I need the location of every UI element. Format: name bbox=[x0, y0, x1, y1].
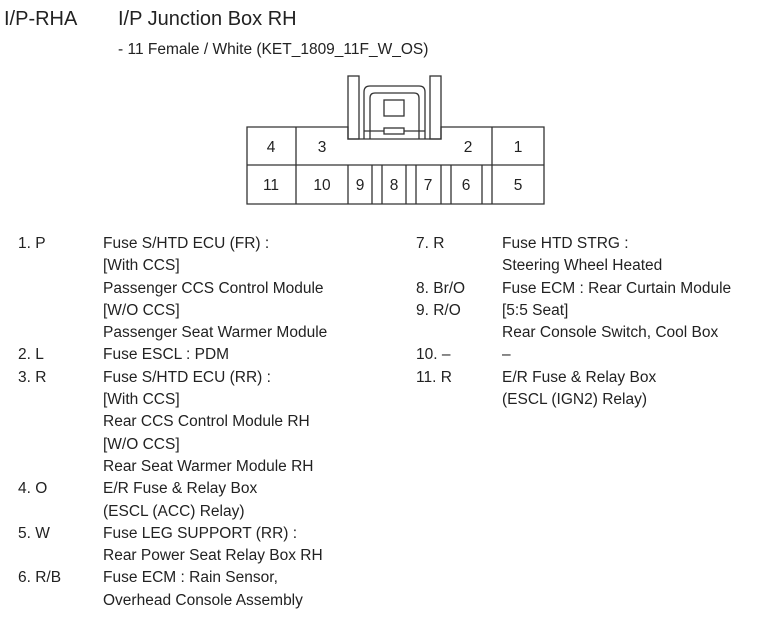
pin-description-line: Rear Power Seat Relay Box RH bbox=[103, 547, 323, 565]
pin-description-line: [W/O CCS] bbox=[103, 435, 180, 453]
pin-list-left bbox=[18, 233, 388, 612]
pin-1-label: 1 bbox=[513, 139, 523, 156]
pin-description bbox=[103, 233, 388, 344]
connector-diagram bbox=[0, 0, 778, 230]
pin-description-line: – bbox=[502, 346, 511, 364]
pin-9-label: 9 bbox=[355, 177, 365, 194]
connector-name: I/P Junction Box RH bbox=[118, 8, 297, 30]
pin-description-line: Rear Seat Warmer Module RH bbox=[103, 457, 314, 475]
pin-description bbox=[103, 367, 388, 478]
pin-description-line: (ESCL (ACC) Relay) bbox=[103, 502, 245, 520]
pin-entry bbox=[18, 478, 388, 523]
pin-number: 5. W bbox=[18, 524, 50, 542]
pin-description-line: E/R Fuse & Relay Box bbox=[502, 368, 657, 386]
pin-number: 11. R bbox=[416, 368, 452, 386]
pin-description bbox=[103, 523, 388, 568]
pin-entry bbox=[416, 344, 776, 366]
pin-description-line: [5:5 Seat] bbox=[502, 301, 569, 319]
pin-entry bbox=[18, 233, 388, 344]
pin-description-line: [With CCS] bbox=[103, 391, 180, 409]
pin-8-label: 8 bbox=[389, 177, 399, 194]
connector-spec: - 11 Female / White (KET_1809_11F_W_OS) bbox=[118, 41, 429, 58]
pin-description-line: Passenger CCS Control Module bbox=[103, 279, 324, 297]
pin-entry bbox=[18, 523, 388, 568]
pin-description-line: Fuse ECM : Rain Sensor, bbox=[103, 569, 278, 587]
pin-entry bbox=[18, 344, 388, 366]
pin-description bbox=[103, 344, 388, 366]
pin-number: 3. R bbox=[18, 368, 47, 386]
pin-description-line: [With CCS] bbox=[103, 257, 180, 275]
lock-latch bbox=[384, 100, 404, 116]
pin-7-label: 7 bbox=[423, 177, 433, 194]
pin-number: 8. Br/O bbox=[416, 279, 466, 297]
pin-number: 7. R bbox=[416, 235, 445, 252]
pin-description-line: Rear CCS Control Module RH bbox=[103, 413, 310, 431]
pin-description-line: Fuse S/HTD ECU (RR) : bbox=[103, 368, 271, 386]
pin-list-right bbox=[416, 233, 776, 411]
pin-number: 9. R/O bbox=[416, 301, 461, 319]
pin-description-line: E/R Fuse & Relay Box bbox=[103, 480, 258, 498]
pin-4-label: 4 bbox=[266, 139, 276, 156]
pin-description bbox=[502, 233, 776, 278]
pin-description-line: Steering Wheel Heated bbox=[502, 257, 663, 275]
pin-description-line: Overhead Console Assembly bbox=[103, 591, 303, 609]
connector-code: I/P-RHA bbox=[4, 8, 78, 30]
pin-description-line: [W/O CCS] bbox=[103, 301, 180, 319]
lock-left-rail bbox=[348, 76, 359, 139]
pin-description-line: (ESCL (IGN2) Relay) bbox=[502, 391, 647, 409]
pin-2-label: 2 bbox=[463, 139, 473, 156]
pin-5-label: 5 bbox=[513, 177, 523, 194]
pin-description bbox=[502, 344, 776, 366]
pin-description-line: Rear Console Switch, Cool Box bbox=[502, 324, 719, 342]
pin-entry bbox=[18, 367, 388, 478]
pin-description-line: Fuse HTD STRG : bbox=[502, 235, 629, 252]
pin-description-line: Fuse S/HTD ECU (FR) : bbox=[103, 235, 270, 252]
pin-description-line: Fuse LEG SUPPORT (RR) : bbox=[103, 524, 298, 542]
pin-10-label: 10 bbox=[313, 177, 331, 194]
pin-number: 10. – bbox=[416, 346, 451, 364]
pin-description bbox=[103, 567, 388, 612]
pin-description bbox=[502, 300, 776, 345]
pin-description-line: Fuse ECM : Rear Curtain Module bbox=[502, 279, 732, 297]
pin-entry bbox=[18, 567, 388, 612]
pin-11-label: 11 bbox=[262, 177, 280, 194]
pin-number: 1. P bbox=[18, 235, 46, 252]
pin-3-label: 3 bbox=[317, 139, 327, 156]
pin-description bbox=[502, 278, 776, 300]
pin-6-label: 6 bbox=[461, 177, 471, 194]
pin-description bbox=[502, 367, 776, 412]
pin-entry bbox=[416, 367, 776, 412]
pin-description-line: Fuse ESCL : PDM bbox=[103, 346, 230, 364]
pin-description-line: Passenger Seat Warmer Module bbox=[103, 324, 328, 342]
pin-number: 6. R/B bbox=[18, 569, 62, 587]
pin-number: 4. O bbox=[18, 480, 48, 498]
lock-slot bbox=[384, 128, 404, 134]
pin-entry bbox=[416, 278, 776, 300]
pin-entry bbox=[416, 233, 776, 278]
lock-right-rail bbox=[430, 76, 441, 139]
pin-description bbox=[103, 478, 388, 523]
pin-entry bbox=[416, 300, 776, 345]
pin-number: 2. L bbox=[18, 346, 44, 364]
